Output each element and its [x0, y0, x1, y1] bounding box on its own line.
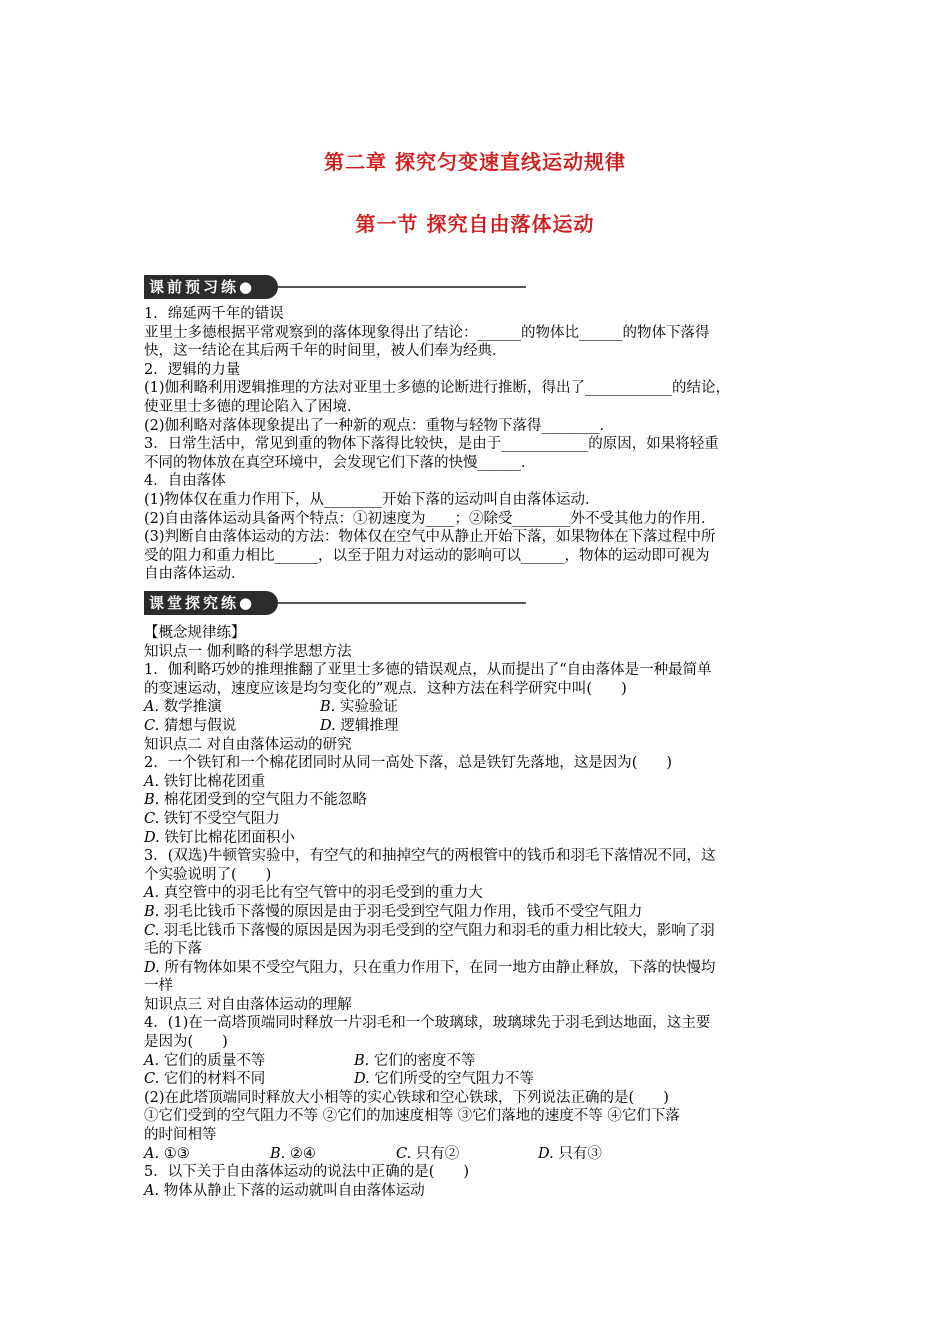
text-line: 亚里士多德根据平常观察到的落体现象得出了结论：______的物体比______的物体下落得 — [144, 324, 710, 341]
option-letter: D. — [538, 1145, 554, 1162]
text-line: 不同的物体放在真空环境中，会发现它们下落的快慢______． — [144, 454, 536, 471]
option-letter: B. — [320, 699, 336, 716]
banner-divider — [278, 286, 526, 288]
option-letter: A. — [144, 699, 160, 716]
option-text: 它们的材料不同 — [163, 1071, 266, 1088]
question-4: 4．(1)在一高塔顶端同时释放一片羽毛和一个玻璃球，玻璃球先于羽毛到达地面，这主要 — [144, 1015, 711, 1032]
question-1: 的变速运动，速度应该是均匀变化的”观点．这种方法在科学研究中叫( ) — [144, 680, 627, 697]
question-4-part-2: ①它们受到的空气阻力不等 ②它们的加速度相等 ③它们落地的速度不等 ④它们下落 — [144, 1108, 680, 1125]
question-5: 5．以下关于自由落体运动的说法中正确的是( ) — [144, 1164, 470, 1181]
text-line: (1)物体仅在重力作用下，从________开始下落的运动叫自由落体运动． — [144, 491, 600, 508]
option-text: 铁钉比棉花团重 — [163, 773, 266, 790]
option-letter: C. — [396, 1145, 412, 1162]
options-row — [144, 1052, 824, 1071]
option-letter: C. — [144, 1071, 160, 1088]
option-text: 它们的质量不等 — [163, 1052, 266, 1069]
question-4-part-2: (2)在此塔顶端同时释放大小相等的实心铁球和空心铁球，下列说法正确的是( ) — [144, 1089, 669, 1106]
option-text: 毛的下落 — [144, 941, 202, 958]
option-letter: B. — [354, 1052, 370, 1069]
knowledge-point: 知识点三 对自由落体运动的理解 — [144, 996, 352, 1013]
options-row — [144, 698, 824, 717]
pre-class-banner-label: 课前预习练● — [144, 275, 278, 299]
option-text: 数学推演 — [163, 699, 222, 716]
options-row — [144, 1145, 824, 1164]
option-text: ②④ — [289, 1145, 316, 1162]
text-line: (2)自由落体运动具备两个特点：①初速度为____；②除受________外不受其他力的作用． — [144, 510, 716, 527]
text-line: (3)判断自由落体运动的方法：物体仅在空气中从静止开始下落，如果物体在下落过程中所 — [144, 529, 716, 546]
option-text: 铁钉不受空气阻力 — [163, 810, 280, 827]
option-text: 它们所受的空气阻力不等 — [374, 1071, 534, 1088]
text-line: 受的阻力和重力相比______，以至于阻力对运动的影响可以______，物体的运动即可视为 — [144, 547, 710, 564]
text-line: 2．逻辑的力量 — [144, 361, 241, 378]
option-letter: D. — [144, 829, 160, 846]
pre-class-banner — [144, 275, 526, 299]
option-letter: A. — [144, 1052, 160, 1069]
option-letter: A. — [144, 1182, 160, 1199]
option-text: 物体从静止下落的运动就叫自由落体运动 — [163, 1182, 425, 1199]
text-line: 自由落体运动． — [144, 566, 246, 583]
option-text: 只有② — [415, 1145, 460, 1162]
text-line: 使亚里士多德的理论陷入了困境． — [144, 398, 362, 415]
text-line: 3．日常生活中，常见到重的物体下落得比较快，是由于____________的原因，如果将轻重 — [144, 436, 719, 453]
section-header: 【概念规律练】 — [144, 625, 246, 641]
option-text: 羽毛比钱币下落慢的原因是因为羽毛受到的空气阻力和羽毛的重力相比较大，影响了羽 — [163, 922, 715, 939]
text-line: (1)伽利略利用逻辑推理的方法对亚里士多德的论断进行推断，得出了____________的结论， — [144, 380, 731, 397]
question-4-part-2: 的时间相等 — [144, 1127, 217, 1144]
question-1: 1．伽利略巧妙的推理推翻了亚里士多德的错误观点，从而提出了“自由落体是一种最简单 — [144, 662, 712, 679]
question-4: 是因为( ) — [144, 1034, 228, 1051]
option-letter: D. — [320, 717, 336, 734]
text-line: 1．绵延两千年的错误 — [144, 306, 284, 322]
option-text: 棉花团受到的空气阻力不能忽略 — [163, 792, 367, 809]
option-text: 羽毛比钱币下落慢的原因是由于羽毛受到空气阻力作用，钱币不受空气阻力 — [163, 903, 643, 920]
option-letter: A. — [144, 773, 160, 790]
banner-divider — [278, 602, 526, 604]
option-letter: B. — [144, 792, 160, 809]
option-text: 逻辑推理 — [340, 717, 399, 734]
options-row — [144, 717, 824, 736]
option-letter: C. — [144, 810, 160, 827]
option-text: 铁钉比棉花团面积小 — [164, 829, 295, 846]
option-text: 猜想与假说 — [163, 717, 237, 734]
in-class-exercises — [144, 624, 824, 1200]
option-text: 实验验证 — [339, 699, 398, 716]
option-text: ①③ — [163, 1145, 190, 1162]
text-line: 快，这一结论在其后两千年的时间里，被人们奉为经典． — [144, 343, 507, 360]
in-class-banner — [144, 591, 526, 615]
in-class-banner-label: 课堂探究练● — [144, 591, 278, 615]
question-3: 3．(双选)牛顿管实验中，有空气的和抽掉空气的两根管中的钱币和羽毛下落情况不同，这 — [144, 848, 716, 865]
option-text: 它们的密度不等 — [373, 1052, 476, 1069]
option-letter: A. — [144, 1145, 160, 1162]
section-title: 第一节 探究自由落体运动 — [355, 212, 595, 236]
pre-class-exercises — [144, 305, 824, 584]
options-row — [144, 1070, 824, 1089]
option-letter: B. — [270, 1145, 286, 1162]
option-letter: B. — [144, 903, 160, 920]
option-letter: C. — [144, 922, 160, 939]
option-text: 真空管中的羽毛比有空气管中的羽毛受到的重力大 — [163, 885, 483, 902]
question-2: 2．一个铁钉和一个棉花团同时从同一高处下落，总是铁钉先落地，这是因为( ) — [144, 755, 673, 772]
option-text: 只有③ — [558, 1145, 602, 1162]
option-letter: D. — [144, 959, 160, 976]
text-line: 4．自由落体 — [144, 473, 226, 490]
knowledge-point: 知识点二 对自由落体运动的研究 — [144, 736, 352, 753]
chapter-title: 第二章 探究匀变速直线运动规律 — [324, 150, 626, 174]
question-3: 个实验说明了( ) — [144, 866, 272, 883]
knowledge-point: 知识点一 伽利略的科学思想方法 — [144, 643, 352, 660]
option-text: 所有物体如果不受空气阻力，只在重力作用下，在同一地方由静止释放，下落的快慢均 — [164, 959, 716, 976]
option-letter: D. — [354, 1071, 370, 1088]
option-letter: C. — [144, 717, 160, 734]
option-letter: A. — [144, 885, 160, 902]
text-line: (2)伽利略对落体现象提出了一种新的观点：重物与轻物下落得________． — [144, 417, 615, 434]
option-text: 一样 — [144, 978, 173, 995]
